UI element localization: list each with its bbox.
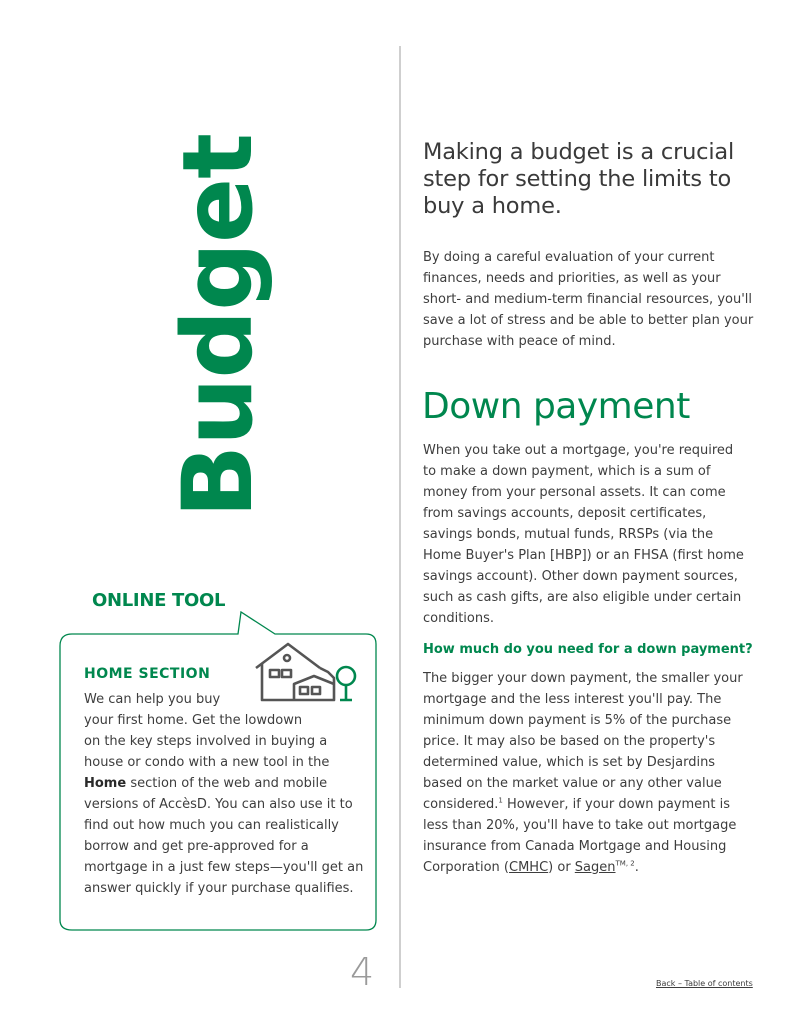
answer-fragment: ) or [548,860,575,875]
answer-line: minimum down payment is 5% of the purchase [423,713,732,728]
tool-text-line-home [84,773,374,794]
body-line: to make a down payment, which is a sum of [423,464,711,479]
section-heading: Down payment [422,386,690,427]
body-line: such as cash gifts, are also eligible under certain [423,590,742,605]
answer-line: based on the market value or any other value [423,776,722,791]
cmhc-link[interactable]: CMHC [509,860,549,875]
answer-fragment: considered. [423,797,499,812]
sagen-link[interactable]: Sagen [574,860,616,875]
body-line: from savings accounts, deposit certificates, [423,506,707,521]
online-tool-description [84,689,374,899]
intro-line: short- and medium-term financial resources, you'll [423,292,752,307]
tool-text-line: versions of AccèsD. You can also use it to [84,797,353,812]
footnote-marker: 1 [498,796,503,805]
answer-line-links [423,857,763,878]
subheading: How much do you need for a down payment? [423,642,753,657]
lead-paragraph [423,139,763,220]
answer-line: insurance from Canada Mortgage and Housing [423,839,727,854]
tool-text-line: house or condo with a new tool in the [84,755,330,770]
answer-line: determined value, which is set by Desjardins [423,755,716,770]
page-number: 4 [350,950,375,994]
answer-fragment: . [634,860,639,875]
page-title: Budget [162,134,274,518]
down-payment-answer [423,668,763,878]
intro-line: By doing a careful evaluation of your current [423,250,715,265]
lead-line: buy a home. [423,193,562,219]
tool-text-line: mortgage in a just few steps—you'll get an [84,860,364,875]
intro-line: save a lot of stress and be able to better plan your [423,313,754,328]
answer-fragment: Corporation ( [423,860,509,875]
intro-line: finances, needs and priorities, as well as your [423,271,721,286]
tool-text-line: on the key steps involved in buying a [84,734,328,749]
intro-line: purchase with peace of mind. [423,334,616,349]
tool-text-line: We can help you buy [84,692,221,707]
tool-text-line: find out how much you can realistically [84,818,339,833]
sagen-footnote-marker: TM, 2 [615,859,635,868]
answer-line: less than 20%, you'll have to take out mortgage [423,818,737,833]
tool-text-line: borrow and get pre-approved for a [84,839,309,854]
home-bold-word: Home [84,776,127,791]
answer-fragment: However, if your down payment is [502,797,731,812]
intro-paragraph [423,247,753,352]
online-tool-heading: ONLINE TOOL [92,590,226,611]
answer-line: mortgage and the less interest you'll pay. The [423,692,722,707]
tool-text-line: your first home. Get the lowdown [84,713,303,728]
body-line: savings bonds, mutual funds, RRSPs (via the [423,527,714,542]
answer-line-footnote [423,794,763,815]
home-section-heading: HOME SECTION [84,666,211,682]
body-line: conditions. [423,611,495,626]
answer-line: price. It may also be based on the property's [423,734,716,749]
body-line: When you take out a mortgage, you're required [423,443,734,458]
body-line: savings account). Other down payment sources, [423,569,738,584]
body-line: money from your personal assets. It can come [423,485,726,500]
tool-text-fragment: section of the web and mobile [126,776,328,791]
lead-line: Making a budget is a crucial [423,139,735,165]
down-payment-paragraph [423,440,763,629]
lead-line: step for setting the limits to [423,166,732,192]
tool-text-line: answer quickly if your purchase qualifies. [84,881,354,896]
body-line: Home Buyer's Plan [HBP]) or an FHSA (first home [423,548,744,563]
answer-line: The bigger your down payment, the smaller your [423,671,743,686]
back-to-contents-link[interactable]: Back – Table of contents [656,979,753,988]
